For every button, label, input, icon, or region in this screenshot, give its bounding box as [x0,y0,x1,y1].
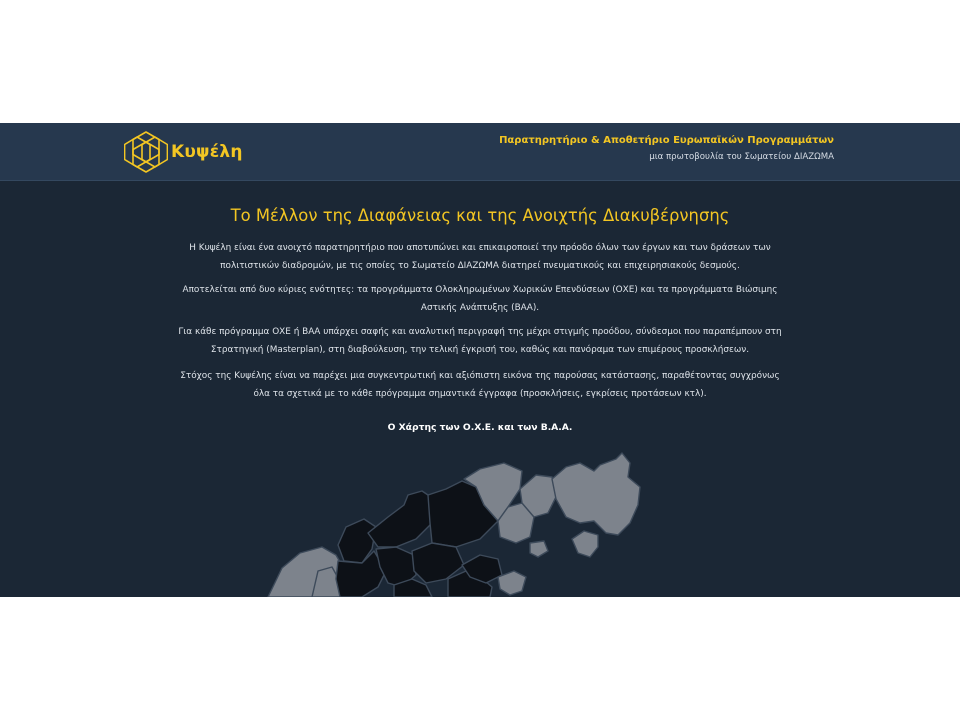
header-tagline [499,135,834,162]
header-title: Παρατηρητήριο & Αποθετήριο Ευρωπαϊκών Προγραμμάτων [499,135,834,146]
paragraph-line: Αποτελείται από δυο κύριες ενότητες: τα προγράμματα Ολοκληρωμένων Χωρικών Επενδύσεων (ΟΧΕ) και τα προγράμματα Βιώσιμης [182,285,778,295]
map-region[interactable] [552,453,640,535]
program-description-paragraph [150,323,810,359]
greece-regions-map [0,443,960,597]
paragraph-line: Για κάθε πρόγραμμα ΟΧΕ ή ΒΑΑ υπάρχει σαφής και αναλυτική περιγραφή της μέχρι στιγμής προόδου, σύνδεσμοι που παραπέμπουν στη [178,327,782,337]
map-region[interactable] [368,491,434,547]
sections-paragraph [150,281,810,317]
intro-paragraph [150,239,810,275]
map-region[interactable] [530,541,548,557]
map-title: Ο Χάρτης των Ο.Χ.Ε. και των Β.Α.Α. [387,422,573,433]
paragraph-line: Αστικής Ανάπτυξης (ΒΑΑ). [420,303,540,313]
page-title: Το Μέλλον της Διαφάνειας και της Ανοιχτής Διακυβέρνησης [230,206,730,225]
logo-link[interactable] [124,130,243,174]
map-region[interactable] [572,531,598,557]
hexagon-logo-icon [124,130,168,174]
logo-text: Κυψέλη [171,142,243,162]
paragraph-line: πολιτιστικών διαδρομών, με τις οποίες το Σωματείο ΔΙΑΖΩΜΑ διατηρεί πνευματικούς και επιχειρησιακούς δεσμούς. [220,261,740,271]
goal-paragraph [150,367,810,403]
site-header [0,123,960,181]
paragraph-line: όλα τα σχετικά με το κάθε πρόγραμμα σημαντικά έγγραφα (προσκλήσεις, εγκρίσεις προτάσεων κτλ). [253,389,707,399]
header-subtitle: μια πρωτοβουλία του Σωματείου ΔΙΑΖΩΜΑ [649,152,834,162]
paragraph-line: Στρατηγική (Masterplan), στη διαβούλευση, την τελική έγκρισή του, καθώς και πανόραμα των επιμέρους προσκλήσεων. [210,345,750,355]
paragraph-line: Η Κυψέλη είναι ένα ανοιχτό παρατηρητήριο που αποτυπώνει και επικαιροποιεί την πρόοδο όλων των έργων και των δράσεων των [189,243,771,253]
website-viewport [0,123,960,597]
paragraph-line: Στόχος της Κυψέλης είναι να παρέχει μια συγκεντρωτική και αξιόπιστη εικόνα της παρούσας κατάστασης, παραθέτοντας συγχρόνως [180,371,780,381]
